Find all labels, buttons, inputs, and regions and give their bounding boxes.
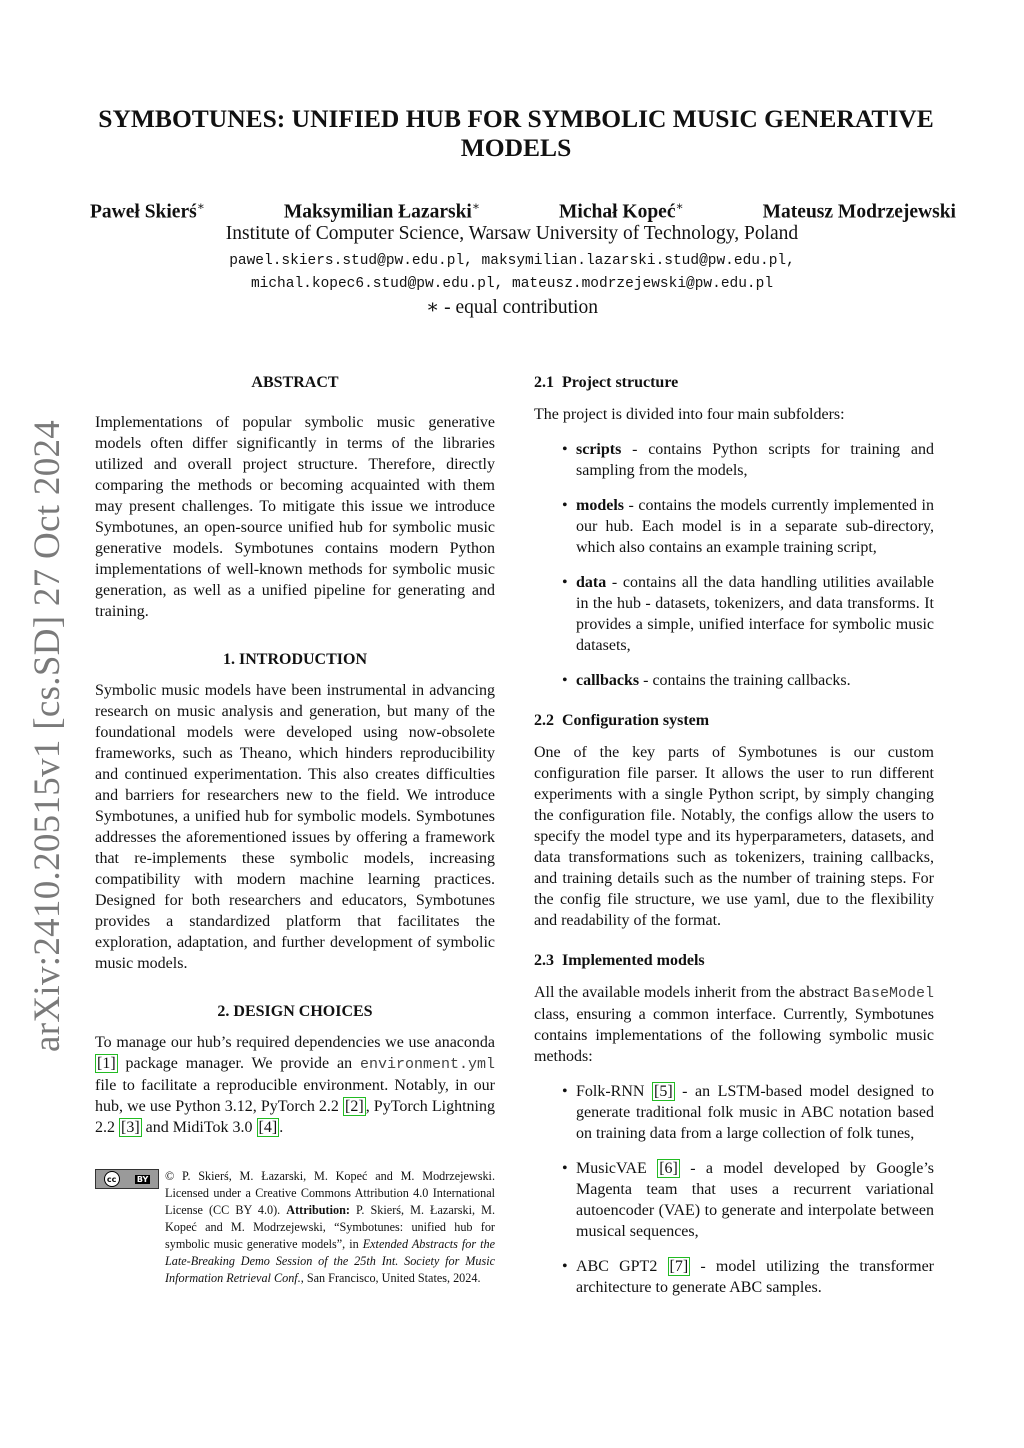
- author: Paweł Skierś∗: [90, 199, 205, 223]
- section-2-2-heading: 2.2 Configuration system: [534, 712, 710, 729]
- author: Mateusz Modrzejewski: [762, 201, 956, 223]
- list-item: • Folk-RNN [5] - an LSTM-based model designed to generate traditional folk music in ABC notation based on training data from a large collection of folk tunes,: [534, 1081, 934, 1144]
- section-2-1-heading: 2.1 Project structure: [534, 374, 679, 391]
- license-text: © P. Skierś, M. Łazarski, M. Kopeć and M. Modrzejewski. Licensed under a Creative Commons Attribution 4.0 International License (CC BY 4.0). Attribution: P. Skierś, M. Łazarski, M. Kopeć and M. Modrzejewski, “Symbotunes: unified hub for symbolic music generative models”, in Extended Abstracts for the Late-Breaking Demo Session of the 25th Int. Society for Music Information Retrieval Conf., San Francisco, United States, 2024.: [165, 1169, 495, 1285]
- subfolder-list: [534, 439, 934, 691]
- design-choices-text: To manage our hub’s required dependencies we use anaconda [1] package manager. We provide an environment.yml file to facilitate a reproducible environment. Notably, in our hub, we use Python 3.12, PyTorch 2.2 [2] , PyTorch Lightning 2.2 [3] and MidiTok 3.0 [4] .: [95, 1034, 496, 1136]
- author: Michał Kopeć∗: [559, 199, 684, 223]
- cc-by-badge-icon: cc BY: [95, 1169, 159, 1189]
- email-line: pawel.skiers.stud@pw.edu.pl, maksymilian.lazarski.stud@pw.edu.pl,: [229, 253, 795, 269]
- section-2-3-text: All the available models inherit from the abstract BaseModel class, ensuring a common interface. Currently, Symbotunes contains implementations of the following symbolic music methods:: [534, 984, 934, 1065]
- email-line: michal.kopec6.stud@pw.edu.pl, mateusz.modrzejewski@pw.edu.pl: [250, 276, 774, 292]
- author-list: [90, 199, 956, 224]
- abstract-text: Implementations of popular symbolic music generative models often differ significantly in terms of the libraries utilized and overall project structure. Therefore, directly comparing the methods or becoming acquainted with them may present challenges. To mitigate this issue we introduce Symbotunes, an open-source unified hub for symbolic music generative models. Symbotunes contains modern Python implementations of well-known methods for symbolic music generation, as well as a unified pipeline for generating and training.: [95, 414, 495, 620]
- equal-contribution-note: ∗ - equal contribution: [426, 297, 598, 318]
- right-column: [534, 370, 934, 1298]
- citation-link[interactable]: [2]: [345, 1098, 364, 1115]
- license-footnote: [95, 1168, 495, 1287]
- list-item: • models - contains the models currently implemented in our hub. Each model is in a separate sub-directory, which also contains an example training script,: [534, 495, 934, 558]
- inline-code: BaseModel: [852, 985, 934, 1002]
- list-item: • data - contains all the data handling utilities available in the hub - datasets, tokenizers, and data transforms. It provides a simple, unified interface for symbolic music datasets,: [534, 572, 934, 656]
- citation-link[interactable]: [6]: [659, 1160, 678, 1177]
- introduction-heading: 1. INTRODUCTION: [222, 651, 367, 668]
- list-item: • MusicVAE [6] - a model developed by Google’s Magenta team that uses a recurrent variational autoencoder (VAE) to generate and interpolate between musical sequences,: [534, 1158, 934, 1242]
- affiliation: Institute of Computer Science, Warsaw University of Technology, Poland: [225, 223, 799, 244]
- citation-link[interactable]: [4]: [258, 1119, 278, 1136]
- section-2-2-text: One of the key parts of Symbotunes is our custom configuration file parser. It allows the user to run different experiments with a single Python script, by simply changing the configuration file. Notably, the configs allow the users to specify the model type and its hyperparameters, datasets, and data transformations such as tokenizers, training callbacks, and training details such as the number of training steps. For the config file structure, we use yaml, due to the flexibility and readability of the format.: [534, 744, 934, 929]
- paper-title: SYMBOTUNES: UNIFIED HUB FOR SYMBOLIC MUSIC GENERATIVE MODELS: [98, 104, 934, 162]
- section-2-3-heading: 2.3 Implemented models: [534, 952, 705, 969]
- author: Maksymilian Łazarski∗: [283, 199, 481, 223]
- models-list: [534, 1081, 934, 1298]
- design-choices-heading: 2. DESIGN CHOICES: [217, 1003, 373, 1020]
- list-item: • scripts - contains Python scripts for training and sampling from the models,: [534, 439, 934, 481]
- abstract-heading: ABSTRACT: [251, 374, 339, 391]
- citation-link[interactable]: [5]: [653, 1083, 673, 1100]
- arxiv-identifier: arXiv:2410.20515v1 [cs.SD] 27 Oct 2024: [27, 419, 68, 1052]
- citation-link[interactable]: [1]: [97, 1055, 116, 1072]
- citation-link[interactable]: [3]: [121, 1119, 140, 1136]
- citation-link[interactable]: [7]: [669, 1258, 689, 1275]
- list-item: • callbacks - contains the training callbacks.: [534, 670, 934, 691]
- section-2-1-intro: The project is divided into four main subfolders:: [534, 406, 845, 423]
- list-item: • ABC GPT2 [7] - model utilizing the transformer architecture to generate ABC samples.: [534, 1256, 934, 1298]
- inline-code: environment.yml: [359, 1056, 495, 1073]
- left-column: [95, 370, 495, 1287]
- introduction-text: Symbolic music models have been instrumental in advancing research on music analysis and generation, but many of the foundational models were developed using now-obsolete frameworks, such as Theano, which hinders reproducibility and continued experimentation. This also creates difficulties and barriers for researchers new to the field. We introduce Symbotunes, a unified hub for symbolic models. Symbotunes addresses the aforementioned issues by offering a framework that re-implements these symbolic models, increasing compatibility with modern machine learning practices. Designed for both researchers and educators, Symbotunes provides a standardized platform that facilitates the exploration, adaptation, and further development of symbolic music models.: [95, 682, 495, 972]
